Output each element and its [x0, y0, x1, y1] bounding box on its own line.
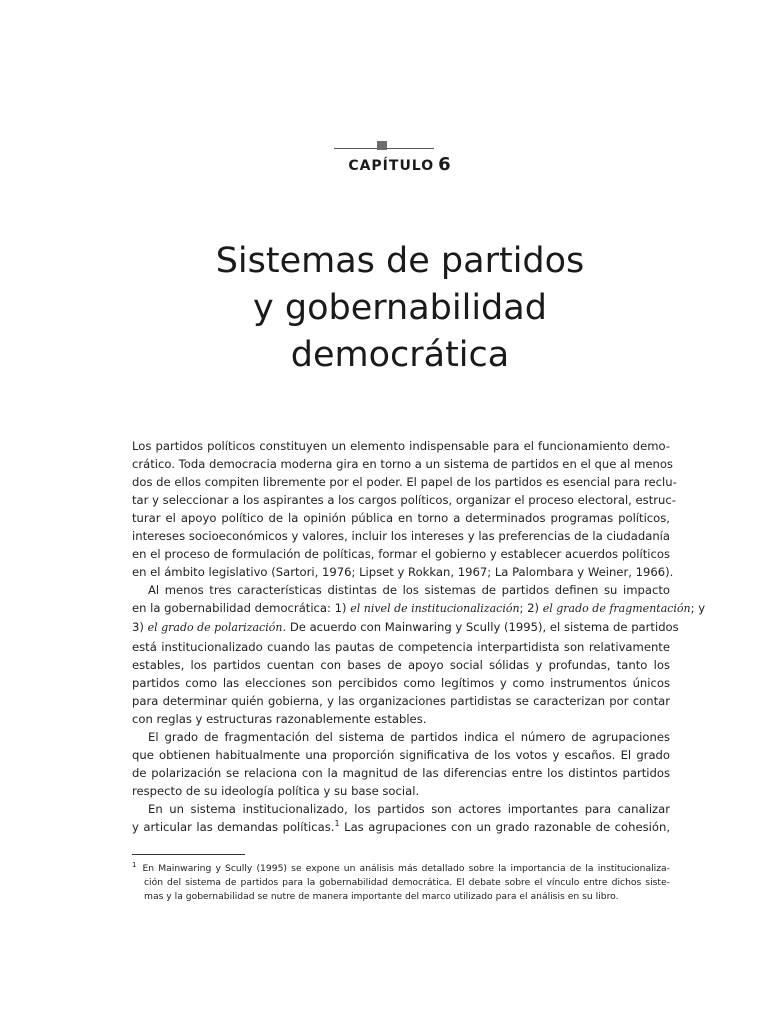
- text-line: En un sistema institucionalizado, los partidos son actores importantes para canalizar: [148, 801, 670, 816]
- text-line: turar el apoyo político de la opinión pública en torno a determinados programas políticos,: [132, 511, 670, 526]
- text-line: Al menos tres características distintas de los sistemas de partidos definen su impacto: [148, 583, 670, 598]
- paragraph: [132, 728, 670, 800]
- text-line: partidos como las elecciones son percibidos como legítimos y como instrumentos únicos: [132, 675, 670, 690]
- chapter-title: [150, 238, 650, 379]
- text-line: y articular las demandas políticas.$^1$ Las agrupaciones con un grado razonable de cohesión,: [132, 818, 671, 834]
- chapter-ornament: [334, 140, 434, 152]
- footnote-reference[interactable]: 1: [334, 818, 340, 828]
- text-line: estables, los partidos cuentan con bases de apoyo social sólidas y profundas, tanto los: [132, 657, 670, 672]
- text-line: dos de ellos compiten libremente por el poder. El papel de los partidos es esencial para reclu-: [132, 475, 677, 490]
- text-line: Los partidos políticos constituyen un elemento indispensable para el funcionamiento demo-: [132, 439, 670, 453]
- paragraph: [132, 800, 670, 836]
- paragraph: [132, 437, 677, 581]
- title-line: democrática: [290, 335, 510, 375]
- footnote-line: ción del sistema de partidos para la gobernabilidad democrática. El debate sobre el vínculo entre dichos siste-: [144, 877, 670, 888]
- footnote: [132, 858, 670, 904]
- text-line: intereses socioeconómicos y valores, incluir los intereses y las preferencias de la ciudadanía: [132, 529, 670, 544]
- title-line: Sistemas de partidos: [215, 241, 585, 281]
- body-text: [132, 437, 706, 836]
- text-line: con reglas y estructuras razonablemente estables.: [132, 711, 427, 726]
- text-line: crático. Toda democracia moderna gira en torno a un sistema de partidos en el que al menos: [132, 457, 673, 472]
- italic-term: el grado de fragmentación: [542, 602, 691, 616]
- text-line: en el ámbito legislativo (Sartori, 1976; Lipset y Rokkan, 1967; La Palombara y Weiner, 1966).: [132, 565, 674, 580]
- text-line: respecto de su ideología política y su base social.: [132, 783, 420, 798]
- title-line: y gobernabilidad: [253, 288, 547, 328]
- footnote-mark: 1: [132, 861, 137, 869]
- text-line: El grado de fragmentación del sistema de partidos indica el número de agrupaciones: [148, 729, 670, 744]
- text-line: en la gobernabilidad democrática: 1) el nivel de institucionalización; 2) el grado de fragmentación; y: [132, 601, 706, 616]
- text-line: en el proceso de formulación de políticas, formar el gobierno y establecer acuerdos políticos: [132, 547, 670, 562]
- text-line: 3) el grado de polarización. De acuerdo con Mainwaring y Scully (1995), el sistema de partidos: [132, 620, 679, 635]
- footnote-line: mas y la gobernabilidad se nutre de manera importante del marco utilizado para el análisis en su libro.: [144, 891, 619, 902]
- text-line: está institucionalizado cuando las pautas de competencia interpartidista son relativamente: [132, 639, 670, 654]
- ornament-square: [377, 141, 387, 150]
- chapter-heading: [300, 154, 500, 175]
- text-line: tar y seleccionar a los aspirantes a los cargos políticos, organizar el proceso electoral, estruc-: [132, 493, 676, 508]
- chapter-label: CAPÍTULO: [348, 158, 435, 174]
- text-line: que obtienen habitualmente una proporción significativa de los votos y escaños. El grado: [132, 747, 670, 762]
- footnote-line: $^1$ En Mainwaring y Scully (1995) se expone un análisis más detallado sobre la importancia de la institucionaliza-: [132, 861, 670, 874]
- footnote-rule: [132, 854, 245, 855]
- text-line: de polarización se relaciona con la magnitud de las diferencias entre los distintos partidos: [132, 765, 670, 780]
- chapter-number: 6: [438, 154, 452, 175]
- paragraph: [132, 581, 706, 727]
- text-line: para determinar quién gobierna, y las organizaciones partidistas se caracterizan por contar: [132, 693, 670, 708]
- italic-term: el nivel de institucionalización: [350, 602, 520, 616]
- italic-term: el grado de polarización: [147, 621, 283, 635]
